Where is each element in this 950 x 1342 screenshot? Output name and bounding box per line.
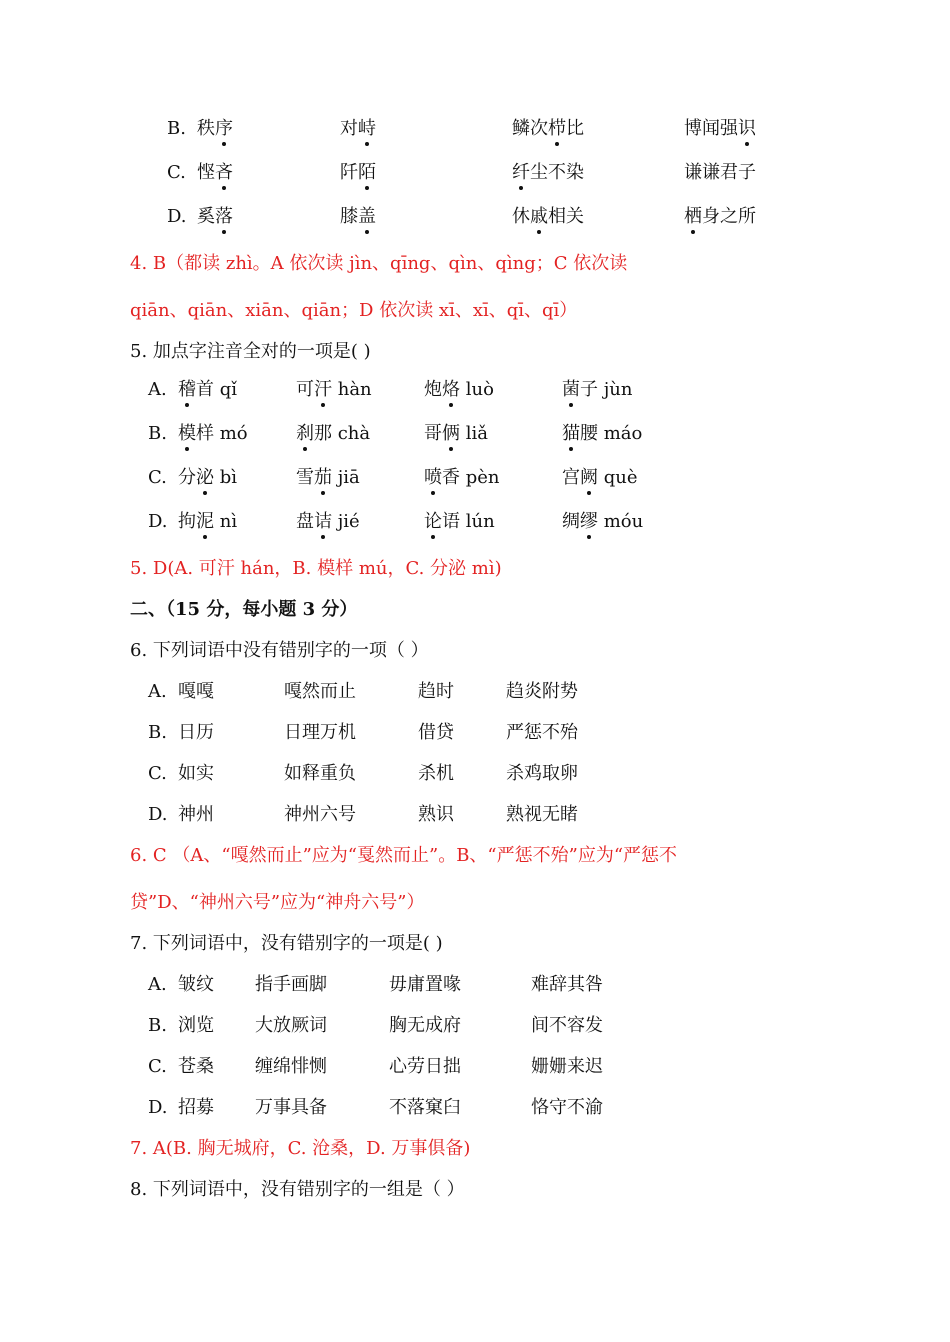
q6-word: 嘎然而止 xyxy=(284,681,356,702)
answer-4-line-1: 4. B（都读 zhì。A 依次读 jìn、qīng、qìn、qìng；C 依次读 xyxy=(130,253,628,274)
word-text: 奚 xyxy=(197,206,215,227)
dotted-character: 陌 xyxy=(358,162,376,183)
q6-option-label: B. xyxy=(148,722,167,743)
q4-word xyxy=(512,161,584,185)
question-7-stem: 7. 下列词语中，没有错别字的一项是( ) xyxy=(130,933,443,954)
q7-word: 毋庸置喙 xyxy=(389,974,461,995)
word-text: 分 xyxy=(178,467,196,488)
q5-item xyxy=(424,466,500,490)
q7-word: 心劳日拙 xyxy=(389,1056,461,1077)
dotted-character: 序 xyxy=(215,118,233,139)
q4-word xyxy=(512,117,584,141)
dotted-character: 汗 xyxy=(314,379,332,400)
q6-option-label: D. xyxy=(148,804,168,825)
word-text: 炮 xyxy=(424,379,442,400)
q5-option-label: D. xyxy=(148,511,168,532)
q7-word: 皱纹 xyxy=(178,974,214,995)
q5-item xyxy=(296,422,370,446)
word-text: 样 mó xyxy=(196,423,248,444)
dotted-character: 泌 xyxy=(196,467,214,488)
q6-word: 趋时 xyxy=(418,681,454,702)
answer-5: 5. D(A. 可汗 hán，B. 模样 mú，C. 分泌 mì) xyxy=(130,558,502,579)
word-text: móu xyxy=(598,511,644,532)
word-text: 鳞次 xyxy=(512,118,548,139)
dotted-character: 泥 xyxy=(196,511,214,532)
q6-word: 严惩不殆 xyxy=(506,722,578,743)
q6-word: 如实 xyxy=(178,763,214,784)
word-text: 首 qǐ xyxy=(196,379,238,400)
q7-word: 间不容发 xyxy=(531,1015,603,1036)
q5-item xyxy=(296,466,360,490)
q5-item xyxy=(424,378,494,402)
q7-option-label: D. xyxy=(148,1097,168,1118)
q5-item xyxy=(562,466,638,490)
q5-item xyxy=(562,510,643,534)
q7-word: 胸无成府 xyxy=(389,1015,461,1036)
word-text: 那 chà xyxy=(314,423,371,444)
q6-word: 日理万机 xyxy=(284,722,356,743)
word-text: 比 xyxy=(566,118,584,139)
q7-word: 万事具备 xyxy=(255,1097,327,1118)
dotted-character: 峙 xyxy=(358,118,376,139)
word-text: 腰 máo xyxy=(580,423,643,444)
dotted-character: 戚 xyxy=(530,206,548,227)
word-text: 盘 xyxy=(296,511,314,532)
word-text: liǎ xyxy=(460,423,488,444)
q7-word: 缠绵悱恻 xyxy=(255,1056,327,1077)
section-2-title: 二、（15 分，每小题 3 分） xyxy=(130,599,358,620)
q6-option-label: A. xyxy=(148,681,167,702)
q5-item xyxy=(178,510,237,534)
q6-word: 神州六号 xyxy=(284,804,356,825)
word-text: luò xyxy=(460,379,494,400)
word-text: 哥 xyxy=(424,423,442,444)
q4-word xyxy=(197,117,233,141)
word-text: jiā xyxy=(332,467,360,488)
word-text: 秩 xyxy=(197,118,215,139)
q4-word xyxy=(684,161,756,185)
q4-option-label: C. xyxy=(167,162,186,183)
q4-word xyxy=(197,161,233,185)
q6-word: 熟视无睹 xyxy=(506,804,578,825)
word-text: 对 xyxy=(340,118,358,139)
answer-4-line-2: qiān、qiān、xiān、qiān；D 依次读 xī、xī、qī、qī） xyxy=(130,300,578,321)
dotted-character: 识 xyxy=(738,118,756,139)
word-text: 谦谦君子 xyxy=(684,162,756,183)
q7-word: 招募 xyxy=(178,1097,214,1118)
q4-word xyxy=(684,117,756,141)
dotted-character: 栖 xyxy=(684,206,702,227)
word-text: 可 xyxy=(296,379,314,400)
word-text: jié xyxy=(332,511,360,532)
dotted-character: 阙 xyxy=(580,467,598,488)
question-8-stem: 8. 下列词语中，没有错别字的一组是（ ） xyxy=(130,1179,465,1200)
q6-word: 日历 xyxy=(178,722,214,743)
word-text: 尘不染 xyxy=(530,162,584,183)
q4-word xyxy=(340,205,376,229)
q6-option-label: C. xyxy=(148,763,167,784)
q5-item xyxy=(178,378,237,402)
q7-word: 恪守不渝 xyxy=(531,1097,603,1118)
word-text: hàn xyxy=(332,379,372,400)
question-6-stem: 6. 下列词语中没有错别字的一项（ ） xyxy=(130,640,429,661)
dotted-character: 稽 xyxy=(178,379,196,400)
word-text: bì xyxy=(214,467,238,488)
q5-option-label: C. xyxy=(148,467,167,488)
dotted-character: 模 xyxy=(178,423,196,444)
q4-word xyxy=(340,161,376,185)
dotted-character: 喷 xyxy=(424,467,442,488)
word-text: nì xyxy=(214,511,238,532)
q6-word: 杀机 xyxy=(418,763,454,784)
dotted-character: 菌 xyxy=(562,379,580,400)
q7-word: 大放厥词 xyxy=(255,1015,327,1036)
q7-option-label: A. xyxy=(148,974,167,995)
word-text: què xyxy=(598,467,638,488)
dotted-character: 栉 xyxy=(548,118,566,139)
q4-option-label: D. xyxy=(167,206,187,227)
q6-word: 嘎嘎 xyxy=(178,681,214,702)
word-text: 博闻强 xyxy=(684,118,738,139)
q7-word: 指手画脚 xyxy=(255,974,327,995)
q6-word: 神州 xyxy=(178,804,214,825)
q5-item xyxy=(178,422,248,446)
q6-word: 借贷 xyxy=(418,722,454,743)
word-text: 膝 xyxy=(340,206,358,227)
dotted-character: 茄 xyxy=(314,467,332,488)
q5-item xyxy=(424,422,488,446)
dotted-character: 吝 xyxy=(215,162,233,183)
q7-word: 苍桑 xyxy=(178,1056,214,1077)
dotted-character: 诘 xyxy=(314,511,332,532)
answer-6-line-1: 6. C （A、“嘎然而止”应为“戛然而止”。B、“严惩不殆”应为“严惩不 xyxy=(130,845,678,866)
word-text: 悭 xyxy=(197,162,215,183)
word-text: 雪 xyxy=(296,467,314,488)
q4-word xyxy=(197,205,233,229)
q4-word xyxy=(512,205,584,229)
q7-option-label: B. xyxy=(148,1015,167,1036)
q5-item xyxy=(296,378,372,402)
q7-word: 姗姗来迟 xyxy=(531,1056,603,1077)
q5-item xyxy=(424,510,495,534)
dotted-character: 落 xyxy=(215,206,233,227)
question-5-stem: 5. 加点字注音全对的一项是( ) xyxy=(130,341,371,362)
q4-word xyxy=(340,117,376,141)
q6-word: 熟识 xyxy=(418,804,454,825)
q6-word: 趋炎附势 xyxy=(506,681,578,702)
dotted-character: 论 xyxy=(424,511,442,532)
q5-option-label: B. xyxy=(148,423,167,444)
word-text: 宫 xyxy=(562,467,580,488)
dotted-character: 烙 xyxy=(442,379,460,400)
q5-item xyxy=(296,510,360,534)
word-text: 子 jùn xyxy=(580,379,633,400)
q5-item xyxy=(562,422,642,446)
word-text: 语 lún xyxy=(442,511,495,532)
dotted-character: 猫 xyxy=(562,423,580,444)
dotted-character: 盖 xyxy=(358,206,376,227)
word-text: 身之所 xyxy=(702,206,756,227)
answer-7: 7. A(B. 胸无城府，C. 沧桑，D. 万事俱备) xyxy=(130,1138,471,1159)
q5-option-label: A. xyxy=(148,379,167,400)
q6-word: 杀鸡取卵 xyxy=(506,763,578,784)
dotted-character: 缪 xyxy=(580,511,598,532)
q7-word: 难辞其咎 xyxy=(531,974,603,995)
word-text: 拘 xyxy=(178,511,196,532)
word-text: 阡 xyxy=(340,162,358,183)
q5-item xyxy=(562,378,633,402)
dotted-character: 俩 xyxy=(442,423,460,444)
q4-option-label: B. xyxy=(167,118,186,139)
q6-word: 如释重负 xyxy=(284,763,356,784)
word-text: 相关 xyxy=(548,206,584,227)
q7-word: 不落窠臼 xyxy=(389,1097,461,1118)
dotted-character: 纤 xyxy=(512,162,530,183)
q7-word: 浏览 xyxy=(178,1015,214,1036)
answer-6-line-2: 贷”D、“神州六号”应为“神舟六号”） xyxy=(130,892,425,913)
q4-word xyxy=(684,205,756,229)
word-text: 香 pèn xyxy=(442,467,500,488)
word-text: 绸 xyxy=(562,511,580,532)
dotted-character: 刹 xyxy=(296,423,314,444)
q5-item xyxy=(178,466,237,490)
q7-option-label: C. xyxy=(148,1056,167,1077)
word-text: 休 xyxy=(512,206,530,227)
